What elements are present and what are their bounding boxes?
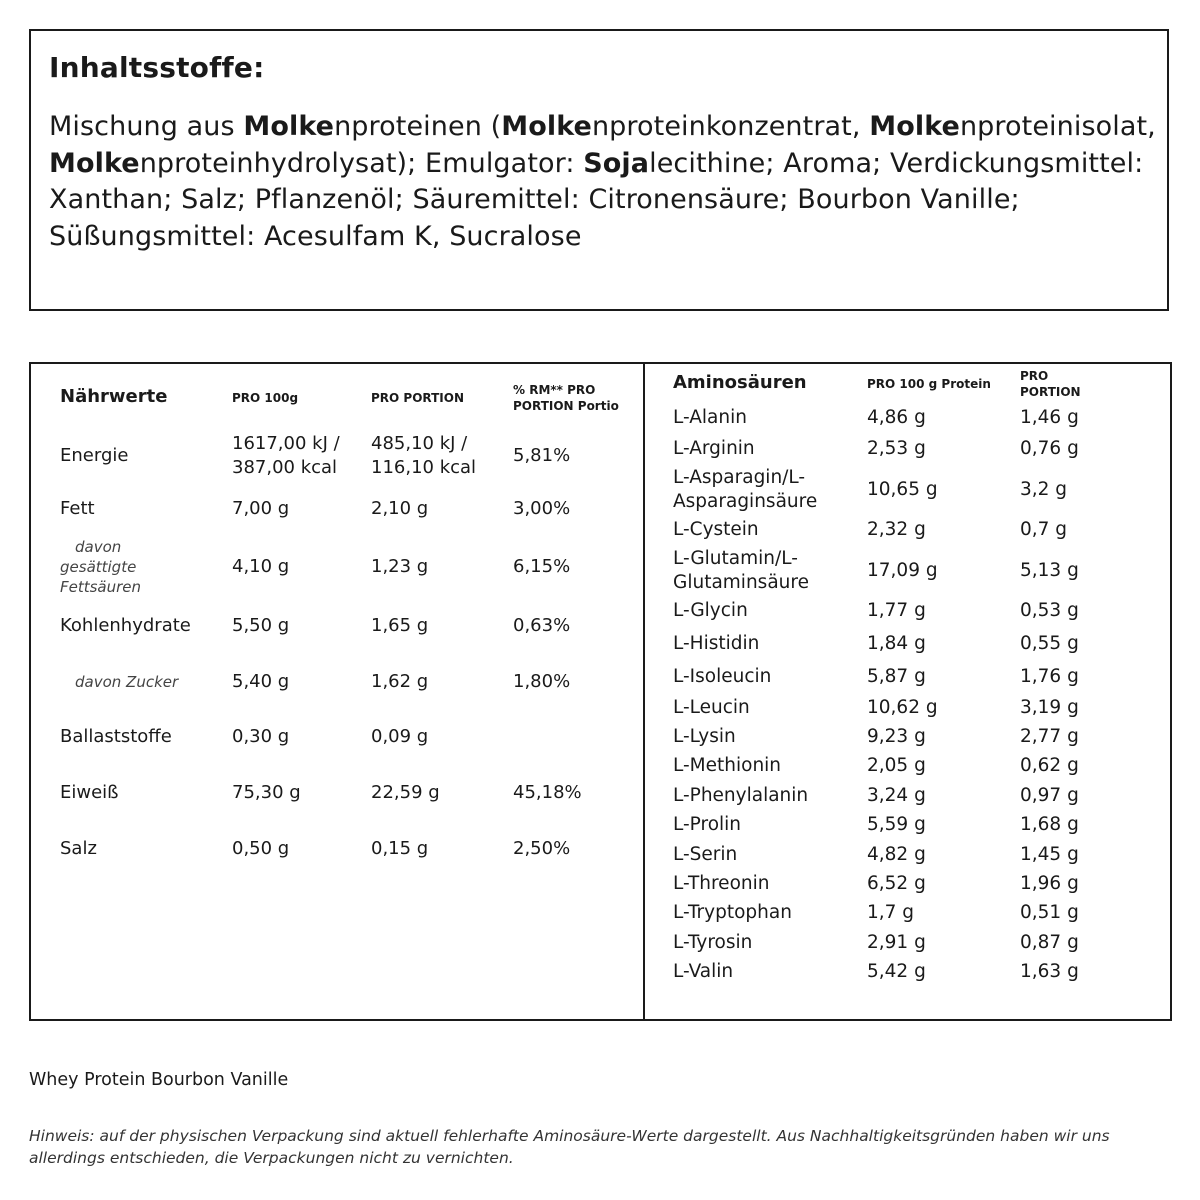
- amino-portion: 1,96 g: [1020, 873, 1079, 894]
- nutrition-label-salt: Salz: [60, 838, 97, 859]
- amino-portion: 1,68 g: [1020, 814, 1079, 835]
- nutrition-energie-portion-kj: 485,10 kJ /: [371, 433, 468, 454]
- ingredients-allergen: Molke: [501, 111, 592, 142]
- amino-per100: 4,86 g: [867, 407, 926, 428]
- amino-portion: 0,87 g: [1020, 932, 1079, 953]
- amino-name-line1: L-Glutamin/L-: [673, 548, 798, 569]
- amino-name: L-Alanin: [673, 407, 747, 428]
- amino-portion: 0,7 g: [1020, 519, 1068, 540]
- amino-portion: 0,51 g: [1020, 902, 1079, 923]
- nutrition-label-saturated-line1: davon: [75, 538, 122, 556]
- amino-portion: 1,45 g: [1020, 844, 1079, 865]
- nutrition-label-fett: Fett: [60, 498, 95, 519]
- amino-name-line1: L-Asparagin/L-: [673, 467, 806, 488]
- ingredients-box: [29, 29, 1169, 311]
- amino-per100: 10,62 g: [867, 697, 938, 718]
- amino-name-line2: Glutaminsäure: [673, 572, 809, 593]
- nutrition-salt-portion: 0,15 g: [371, 838, 429, 859]
- amino-portion: 5,13 g: [1020, 560, 1079, 581]
- nutrition-fett-per100: 7,00 g: [232, 498, 290, 519]
- nutrition-sugar-per100: 5,40 g: [232, 671, 290, 692]
- amino-name: L-Glycin: [673, 600, 748, 621]
- amino-portion: 0,62 g: [1020, 755, 1079, 776]
- nutrition-carbs-rm: 0,63%: [513, 615, 571, 636]
- nutrition-energie-per100-kcal: 387,00 kcal: [232, 457, 338, 478]
- amino-header-per100: PRO 100 g Protein: [867, 377, 991, 391]
- ingredients-segment: nproteinhydrolysat); Emulgator:: [139, 147, 584, 179]
- nutrition-sugar-rm: 1,80%: [513, 671, 571, 692]
- amino-name: L-Cystein: [673, 519, 759, 540]
- amino-per100: 3,24 g: [867, 785, 926, 806]
- amino-portion: 1,63 g: [1020, 961, 1079, 982]
- amino-portion: 3,19 g: [1020, 697, 1079, 718]
- amino-per100: 2,05 g: [867, 755, 926, 776]
- amino-per100: 1,84 g: [867, 633, 926, 654]
- packaging-note: Hinweis: auf der physischen Verpackung sind aktuell fehlerhafte Aminosäure-Werte dargestellt. Aus Nachhaltigkeitsgründen haben wir uns allerdings entschieden, die Verpackungen nicht zu vernichten.: [29, 1127, 1110, 1167]
- nutrition-label-saturated-line2: gesättigte: [60, 558, 137, 576]
- nutrition-table-box: [29, 362, 1172, 1021]
- amino-portion: 1,46 g: [1020, 407, 1079, 428]
- amino-per100: 17,09 g: [867, 560, 938, 581]
- nutrition-label-carbs: Kohlenhydrate: [60, 615, 191, 636]
- nutrition-label-saturated-line3: Fettsäuren: [60, 578, 142, 596]
- ingredients-heading: Inhaltsstoffe:: [49, 51, 265, 84]
- amino-name: L-Serin: [673, 844, 738, 865]
- nutrition-header-rm-line1: % RM** PRO: [513, 383, 596, 397]
- amino-header-portion-line2: PORTION: [1020, 385, 1081, 399]
- amino-name: L-Tyrosin: [673, 932, 753, 953]
- ingredients-segment: nproteinkonzentrat,: [591, 111, 870, 142]
- ingredients-allergen: Molke: [243, 111, 335, 142]
- amino-per100: 1,77 g: [867, 600, 926, 621]
- nutrition-header-portion: PRO PORTION: [371, 391, 465, 405]
- nutrition-fett-rm: 3,00%: [513, 498, 571, 519]
- amino-per100: 5,42 g: [867, 961, 926, 982]
- nutrition-sugar-portion: 1,62 g: [371, 671, 429, 692]
- amino-per100: 5,59 g: [867, 814, 926, 835]
- amino-name: L-Leucin: [673, 697, 750, 718]
- nutrition-fiber-per100: 0,30 g: [232, 726, 290, 747]
- nutrition-energie-portion-kcal: 116,10 kcal: [371, 457, 477, 478]
- ingredients-segment: Mischung aus: [49, 111, 244, 142]
- amino-name-line2: Asparaginsäure: [673, 491, 818, 512]
- amino-portion: 0,53 g: [1020, 600, 1079, 621]
- ingredients-segment: lecithine; Aroma; Verdickungsmittel: Xanthan; Salz; Pflanzenöl; Säuremittel: Citronensäure; Bourbon Vanille; Süßungsmittel: Acesulfam K, Sucralose: [49, 147, 1144, 252]
- amino-portion: 0,55 g: [1020, 633, 1079, 654]
- nutrition-protein-portion: 22,59 g: [371, 782, 440, 803]
- nutrition-salt-rm: 2,50%: [513, 838, 571, 859]
- ingredients-allergen: Soja: [583, 147, 650, 179]
- nutrition-label-sugar: davon Zucker: [75, 673, 179, 691]
- amino-name: L-Valin: [673, 961, 734, 982]
- nutrition-salt-per100: 0,50 g: [232, 838, 290, 859]
- amino-per100: 6,52 g: [867, 873, 926, 894]
- amino-portion: 0,97 g: [1020, 785, 1079, 806]
- nutrition-energie-rm: 5,81%: [513, 445, 571, 466]
- amino-name: L-Phenylalanin: [673, 785, 809, 806]
- amino-per100: 9,23 g: [867, 726, 926, 747]
- product-name: Whey Protein Bourbon Vanille: [29, 1070, 289, 1090]
- nutrition-label-fiber: Ballaststoffe: [60, 726, 172, 747]
- nutrition-saturated-per100: 4,10 g: [232, 556, 290, 577]
- nutrition-header-per100: PRO 100g: [232, 391, 299, 405]
- amino-name: L-Histidin: [673, 633, 760, 654]
- ingredients-allergen: Molke: [49, 147, 140, 179]
- amino-name: L-Isoleucin: [673, 666, 772, 687]
- amino-per100: 2,91 g: [867, 932, 926, 953]
- amino-per100: 5,87 g: [867, 666, 926, 687]
- amino-per100: 2,32 g: [867, 519, 926, 540]
- amino-name: L-Lysin: [673, 726, 736, 747]
- nutrition-carbs-per100: 5,50 g: [232, 615, 290, 636]
- ingredients-segment: nproteinen (: [334, 111, 502, 142]
- nutrition-protein-per100: 75,30 g: [232, 782, 301, 803]
- nutrition-carbs-portion: 1,65 g: [371, 615, 429, 636]
- amino-portion: 0,76 g: [1020, 438, 1079, 459]
- amino-portion: 2,77 g: [1020, 726, 1079, 747]
- ingredients-segment: nproteinisolat,: [959, 111, 1156, 142]
- ingredients-text: [49, 109, 1159, 255]
- nutrition-fiber-portion: 0,09 g: [371, 726, 429, 747]
- amino-per100: 10,65 g: [867, 479, 938, 500]
- nutrition-saturated-portion: 1,23 g: [371, 556, 429, 577]
- nutrition-saturated-rm: 6,15%: [513, 556, 571, 577]
- amino-name: L-Threonin: [673, 873, 770, 894]
- nutrition-header-name: Nährwerte: [60, 386, 168, 407]
- nutrition-energie-per100-kj: 1617,00 kJ /: [232, 433, 340, 454]
- amino-portion: 1,76 g: [1020, 666, 1079, 687]
- nutrition-fett-portion: 2,10 g: [371, 498, 429, 519]
- ingredients-allergen: Molke: [869, 111, 960, 142]
- amino-name: L-Tryptophan: [673, 902, 792, 923]
- amino-per100: 1,7 g: [867, 902, 915, 923]
- amino-name: L-Arginin: [673, 438, 755, 459]
- amino-per100: 4,82 g: [867, 844, 926, 865]
- nutrition-label-energie: Energie: [60, 445, 129, 466]
- column-divider: [643, 364, 645, 1019]
- amino-portion: 3,2 g: [1020, 479, 1068, 500]
- amino-header-portion-line1: PRO: [1020, 369, 1049, 383]
- nutrition-header-rm-line2: PORTION Portio: [513, 399, 619, 413]
- amino-per100: 2,53 g: [867, 438, 926, 459]
- nutrition-protein-rm: 45,18%: [513, 782, 582, 803]
- nutrition-label-protein: Eiweiß: [60, 782, 119, 803]
- amino-header-name: Aminosäuren: [673, 372, 807, 393]
- amino-name: L-Methionin: [673, 755, 782, 776]
- amino-name: L-Prolin: [673, 814, 742, 835]
